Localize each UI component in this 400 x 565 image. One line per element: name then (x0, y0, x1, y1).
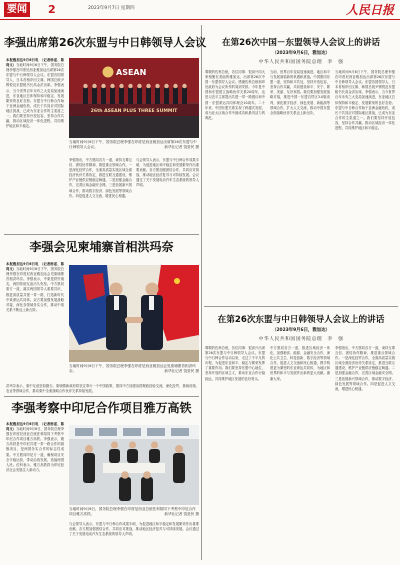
cambodia-dateline: 本报雅加达9月6日电 （记者杨讴、陈尚文） (6, 262, 64, 272)
cambodia-photo (69, 265, 199, 362)
summit-dateline: 本报雅加达9月6日电 （记者杨讴、陈尚文） (6, 58, 64, 68)
summit-photo (69, 58, 199, 138)
summit-photo-credit: 新华社记者 饶爱民 摄 (164, 145, 199, 149)
cambodia-body-col1: 本报雅加达9月6日电 （记者杨讴、陈尚文）当地时间9月6日下午，国务院总理李强在印度尼西亚雅加达会见柬埔寨首相洪玛奈。李强表示，中柬是铁杆朋友，两国传统友谊历久弥坚。中方愿同柬方一道，落实两国领导人重要共识，推进高质量共建一带一路，打造新时代中柬命运共同体。双方要加强发展战略对接，深化各领域务实合作，推动中柬关系不断迈上新台阶。 (6, 262, 64, 312)
section-label: 要闻 (4, 2, 30, 17)
masthead (0, 0, 400, 20)
railway-photo-caption: 当地时间9月6日，国务院总理李强在印度尼西亚总统佐科陪同下考察中印尼合作项目雅万高铁。 新华社记者 饶爱民 摄 (69, 507, 199, 516)
cambodia-photo-caption: 当地时间9月6日下午，国务院总理李强在印度尼西亚雅加达会见柬埔寨首相洪玛奈。 新华社记者 饶爱民 摄 (69, 364, 199, 373)
summit-headline: 李强出席第26次东盟与中日韩领导人会议 (4, 36, 207, 49)
railway-body-col2: 与会领导人表示，东盟与中日韩合作成果丰硕，为促进地区和平稳定和发展繁荣作出重要贡献。各方愿加强团结合作，共同应对挑战，推动地区经济复苏与可持续发展。会议通过了关于发展电动汽车生态系统的领导人声明。 (69, 522, 199, 537)
cambodia-photo-credit: 新华社记者 饶爱民 摄 (164, 369, 199, 373)
speech1-col1: 尊敬的佐科总统，各位同事：很高兴同大家相聚在美丽的雅加达，出席第26次中国－东盟领导人会议。感谢佐科总统和印尼政府为会议所作的周到安排。今年是中国和东盟建立战略伙伴关系20周年，也是习近平主席提出共建一带一路倡议和中国－东盟命运共同体理念10周年。二十年来，中国东盟关系实现了跨越式发展，成为亚太区域合作中最成功和最具活力的典范。 (205, 70, 265, 120)
speech1-byline: 中华人民共和国国务院总理 李 强 (258, 60, 344, 65)
newspaper-logo: 人民日报 (345, 3, 394, 17)
cambodia-photo-art (69, 265, 199, 362)
speech1-col3: 当地时间9月6日下午，国务院总理李强在印度尼西亚雅加达出席第26次东盟与中日韩领导人会议。东盟各国领导人、日本首相岸田文雄、韩国总统尹锡悦及东盟秘书长高金洪出席。李强表示，当今世界百年未有之大变局加速演进，东亚地区总体保持和平稳定、发展繁荣的良好态势。东盟与中日韩合作始于亚洲金融危机，成长于共同应对国际地区挑战，已成为东亚合作的主渠道之一。我们要坚持开放包容，坚持合作共赢，推动区域经济一体化进程，共同维护地区和平稳定。 (335, 70, 395, 131)
speech2-subhead: （2023年9月6日，雅加达） (272, 328, 330, 333)
summit-body-col3: 与会领导人表示，东盟与中日韩合作成果丰硕，为促进地区和平稳定和发展繁荣作出重要贡献。各方愿加强团结合作，共同应对挑战，推动地区经济复苏与可持续发展。会议通过了关于发展电动汽车生态系统的领导人声明。 (136, 158, 199, 188)
asean-banner-text: ASEAN (116, 68, 147, 77)
speech2-byline: 中华人民共和国国务院总理 李 强 (258, 337, 344, 342)
speech2-col1: 尊敬的佐科总统，各位同事：很高兴出席第26次东盟与中日韩领导人会议。东盟与中日韩合作启动以来，走过了不平凡的历程，为促进东亚和平、稳定与繁荣发挥了重要作用。我们要坚持东盟中心地位，坚持开放的区域主义，推动东亚合作行稳致远，共同维护地区发展的良好势头。 (205, 346, 265, 381)
rule-left-1 (4, 234, 199, 235)
railway-body-col1: 本报雅加达9月6日电 （记者杨讴、陈尚文）当地时间9月6日，国务院总理李强在印度尼西亚总统佐科陪同下考察中印尼合作项目雅万高铁。李强表示，雅万高铁是中印尼共建一带一路合作的旗舰项目，是两国务实合作的标志性成果。中方愿同印尼方一道，确保项目安全平稳运营，带动沿线发展，造福两国人民。佐科表示，雅万高铁将为印尼经济社会发展注入新动力。 (6, 422, 64, 472)
summit-photo-art (69, 58, 199, 138)
summit-body-col1: 本报雅加达9月6日电 （记者杨讴、陈尚文）当地时间9月6日下午，国务院总理李强在印度尼西亚雅加达出席第26次东盟与中日韩领导人会议。东盟各国领导人、日本首相岸田文雄、韩国总统尹锡悦及东盟秘书长高金洪出席。李强表示，当今世界百年未有之大变局加速演进，东亚地区总体保持和平稳定、发展繁荣的良好态势。东盟与中日韩合作始于亚洲金融危机，成长于共同应对国际地区挑战，已成为东亚合作的主渠道之一。我们要坚持开放包容，坚持合作共赢，推动区域经济一体化进程，共同维护地区和平稳定。 (6, 58, 64, 129)
handshake (125, 317, 143, 323)
rule-right-1 (204, 306, 398, 307)
rule-left-2 (4, 396, 199, 397)
summit-body-col2: 李强指出，中方愿同各方一道，秉持互尊互信、团结协作精神，推进重点领域合作。一是深化经贸合作，全面高质量实施区域全面经济伙伴关系协定，推进互联互通建设，维护产业链供应链稳定畅通。二是加强金融合作，完善区域金融安全网。三是拓展新兴领域合作，推动数字经济、绿色发展等领域合作。四是促进人文交流，增进民心相通。 (69, 158, 132, 198)
summit-photo-caption: 当地时间9月6日下午，国务院总理李强在印度尼西亚雅加达出席第26次东盟与中日韩领导人会议。 新华社记者 饶爱民 摄 (69, 140, 199, 149)
asean-emblem-icon (103, 67, 114, 78)
summit-banner-caption: 26th ASEAN PLUS THREE SUMMIT (90, 109, 178, 114)
issue-date: 2023年9月7日 星期四 (88, 6, 135, 11)
page-number: 2 (48, 3, 56, 16)
railway-photo-credit: 新华社记者 饶爱民 摄 (164, 512, 199, 516)
column-divider (201, 25, 202, 560)
meeting-table (103, 463, 165, 473)
speech1-subhead: （2023年9月6日，雅加达） (272, 51, 330, 56)
speech1-col2: 当前，世界百年变局加速演进，地区和平与发展面临新的机遇和挑战。中国愿同东盟一道，坚持和平共处，坚持开放包容，坚持合作共赢，共同建设和平、安宁、繁荣、美丽、友好家园。我们要加强发展战略对接，推进中国－东盟自贸区3.0版谈判，深化数字经济、绿色发展、新能源等领域合作，扩大人文交流，推动中国东盟全面战略伙伴关系迈上新台阶。 (270, 70, 330, 115)
cambodia-body-col2: 洪玛奈表示，柬中友谊坚如磐石。柬埔寨新政府将坚定奉行一个中国政策，愿同中方加强治国理政经验交流，深化经贸、基础设施、农业等领域合作，推动柬中全面战略合作伙伴关系持续发展。 (6, 384, 199, 394)
speech2-col2: 中方愿同各方一道，推进区域经济一体化，加强粮食、能源、金融安全合作，深化公共卫生、科技创新、数字经济等领域合作，促进人文交流和民心相通，携手构建更为紧密的东亚命运共同体，为地区和世界的和平与发展作出新的更大贡献。谢谢大家。 (270, 346, 330, 381)
speech2-col3: 李强指出，中方愿同各方一道，秉持互尊互信、团结协作精神，推进重点领域合作。一是深化经贸合作，全面高质量实施区域全面经济伙伴关系协定，推进互联互通建设，维护产业链供应链稳定畅通。二是加强金融合作，完善区域金融安全网。三是拓展新兴领域合作，推动数字经济、绿色发展等领域合作。四是促进人文交流，增进民心相通。 (335, 346, 395, 391)
railway-headline: 李强考察中印尼合作项目雅万高铁 (11, 401, 192, 415)
speech1-headline: 在第26次中国－东盟领导人会议上的讲话 (221, 38, 381, 48)
railway-dateline: 本报雅加达9月6日电 （记者杨讴、陈尚文） (6, 422, 64, 432)
railway-photo (69, 425, 199, 505)
speech2-headline: 在第26次东盟与中日韩领导人会议上的讲话 (217, 315, 385, 325)
cambodia-headline: 李强会见柬埔寨首相洪玛奈 (29, 240, 174, 254)
railway-photo-art (69, 425, 199, 505)
